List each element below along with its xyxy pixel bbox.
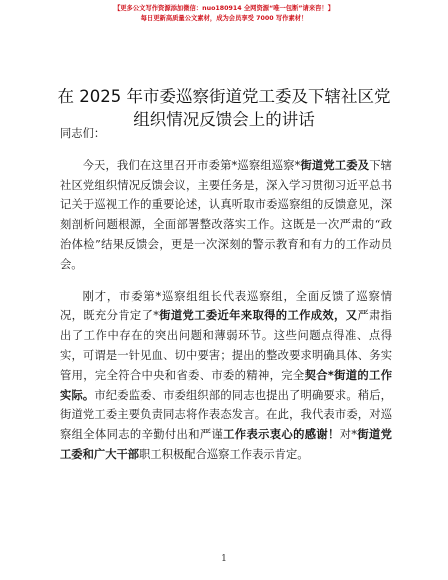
p1-text-a: 今天，我们在这里召开市委第*巡察组巡察* — [82, 158, 301, 172]
p2-bold-4: 街道党工委和广大干部 — [60, 428, 392, 461]
promo-line-1: 【更多公文写作资源添加微信：nuo180914 全网资源“唯一包断”请来咨！】 — [113, 5, 335, 12]
p2-text-a: 刚才，市委第*巡察组组长代表巡察组，全面反馈了巡察情况，既充分肯定了* — [60, 289, 392, 323]
p1-bold-1: 街道党工委及 — [300, 158, 370, 172]
p1-text-c: 下辖社区党组织情况反馈会议，主要任务是，深入学习贯彻习近平总书记关于巡视工作的重要论述，认真听取市委巡察组的反馈意见，深刻剖析问题根源，全面部署整改落实工作。这既是一次严肃的“政治体检”结果反馈会，更是一次深刻的警示教育和有力的工作动员会。 — [60, 158, 392, 271]
p2-text-c: 严肃指出了工作中存在的突出问题和薄弱环节。这些问题点得准、点得实，可谓是一针见血、切中要害；提出的整改要求明确具体、务实管用，完全符合中央和省委、市委的精神，完全 — [60, 309, 392, 382]
page-number: 1 — [221, 554, 227, 564]
paragraph-1 — [60, 156, 392, 275]
salutation: 同志们： — [60, 127, 106, 140]
p2-text-d: 市纪委监委、市委组织部的同志也提出了明确要求。稍后，街道党工委主要负责同志将作表态发言。在此，我代表市委，对巡察组全体同志的辛勤付出和严谨 — [60, 388, 392, 442]
p2-text-f: 职工积极配合巡察工作表示肯定。 — [139, 447, 309, 461]
p2-bold-3: 工作表示衷心的感谢！ — [223, 428, 340, 442]
paragraph-2 — [60, 287, 392, 465]
promo-banner — [0, 4, 448, 24]
p2-text-e: 对* — [339, 428, 358, 442]
p2-bold-1: 街道党工委近年来取得的工作成效，又 — [158, 309, 358, 323]
p2-bold-2: 契合*街道的工作实际。 — [60, 368, 392, 402]
promo-line-2: 每日更新高质量公文素材，成为会员享受 7000 写作素材！ — [140, 15, 308, 22]
speech-body — [60, 124, 392, 477]
document-title: 在 2025 年市委巡察街道党工委及下辖社区党组织情况反馈会上的讲话 — [57, 87, 391, 129]
